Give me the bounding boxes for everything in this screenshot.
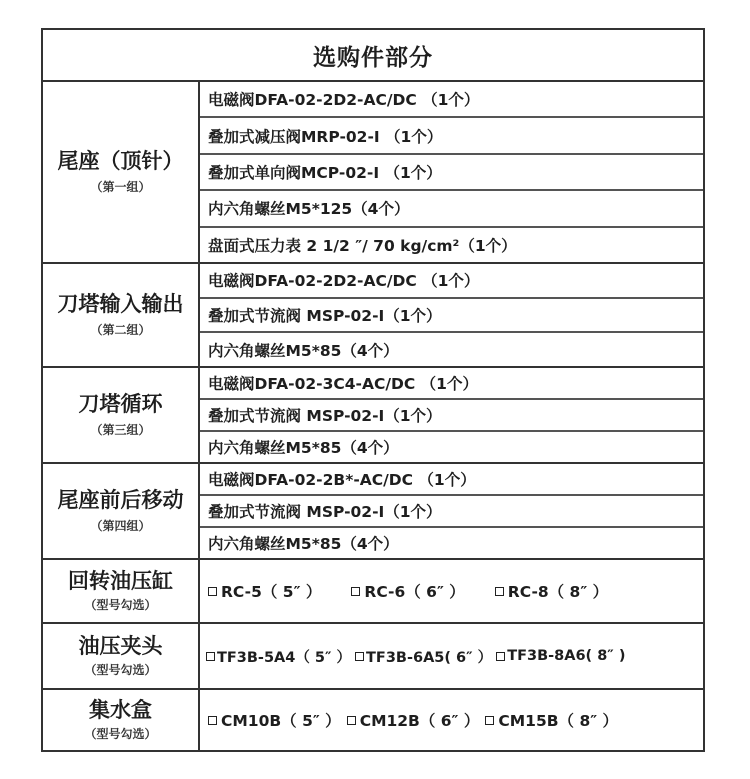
group-label-cell [43, 82, 200, 262]
option-sublabel: （型号勾选） [84, 726, 157, 741]
choice-rc-5[interactable] [208, 580, 321, 602]
group-items [200, 464, 703, 558]
checkbox-icon[interactable] [496, 652, 505, 661]
item-row: 叠加式节流阀 MSP-02-I（1个） [200, 299, 703, 334]
option-choices [200, 690, 703, 750]
item-row: 电磁阀DFA-02-2B*-AC/DC （1个） [200, 464, 703, 496]
group-sublabel: （第四组） [90, 519, 151, 534]
choice-rc-8[interactable] [495, 580, 608, 602]
group-items [200, 264, 703, 366]
table-title: 选购件部分 [43, 30, 703, 82]
option-water-box [43, 690, 703, 750]
choice-label: RC-6（ 6″ ） [364, 583, 465, 601]
choice-cm10b[interactable] [208, 709, 341, 731]
choice-cm12b[interactable] [347, 709, 480, 731]
choice-label: RC-8（ 8″ ） [507, 583, 609, 601]
item-row: 内六角螺丝M5*85（4个） [208, 535, 399, 553]
choice-label: TF3B-6A5( 6″ ） [366, 649, 493, 666]
group-turret-io [43, 264, 703, 368]
choice-label: CM10B（ 5″ ） [221, 712, 341, 730]
option-label-cell [43, 560, 200, 622]
item-row: 叠加式节流阀 MSP-02-I（1个） [200, 400, 703, 432]
accessories-table [41, 28, 705, 752]
choice-tf3b-6a5[interactable] [355, 646, 492, 667]
choice-tf3b-5a4[interactable] [206, 646, 351, 667]
item-row: 电磁阀DFA-02-3C4-AC/DC （1个） [200, 368, 703, 400]
group-label: 刀塔循环 [78, 391, 163, 416]
group-turret-cycle [43, 368, 703, 464]
item-row: 叠加式减压阀MRP-02-I （1个） [200, 118, 703, 154]
option-label: 油压夹头 [78, 634, 163, 659]
group-tailstock [43, 82, 703, 264]
checkbox-icon[interactable] [208, 587, 217, 596]
item-row: 电磁阀DFA-02-2D2-AC/DC （1个） [200, 264, 703, 299]
option-choices [200, 624, 703, 688]
group-items [200, 368, 703, 462]
group-tailstock-move [43, 464, 703, 560]
choice-cm15b[interactable] [485, 709, 618, 731]
checkbox-icon[interactable] [206, 652, 215, 661]
option-sublabel: （型号勾选） [84, 597, 157, 612]
group-sublabel: （第三组） [90, 423, 151, 438]
item-row: 叠加式节流阀 MSP-02-I（1个） [200, 496, 703, 528]
choice-label: TF3B-5A4（ 5″ ） [217, 649, 352, 666]
item-row: 电磁阀DFA-02-2D2-AC/DC （1个） [200, 82, 703, 118]
group-sublabel: （第二组） [90, 323, 151, 338]
group-label: 尾座前后移动 [57, 487, 184, 512]
choice-label: CM12B（ 6″ ） [359, 712, 480, 730]
choice-rc-6[interactable] [351, 580, 464, 602]
group-label-cell [43, 264, 200, 366]
group-sublabel: （第一组） [90, 180, 151, 195]
group-label-cell [43, 368, 200, 462]
checkbox-icon[interactable] [355, 652, 364, 661]
choice-label: RC-5（ 5″ ） [221, 583, 322, 601]
option-label: 集水盒 [89, 698, 152, 723]
item-row: 叠加式单向阀MCP-02-I （1个） [200, 155, 703, 191]
option-rotary-cylinder [43, 560, 703, 624]
item-row: 内六角螺丝M5*85（4个） [208, 341, 399, 360]
option-sublabel: （型号勾选） [84, 662, 157, 677]
item-row: 盘面式压力表 2 1/2 ″/ 70 kg/cm²（1个） [208, 236, 517, 255]
option-label: 回转油压缸 [68, 569, 173, 594]
checkbox-icon[interactable] [208, 716, 217, 725]
group-label-cell [43, 464, 200, 558]
option-hydraulic-chuck [43, 624, 703, 690]
checkbox-icon[interactable] [495, 587, 504, 596]
option-label-cell [43, 624, 200, 688]
group-label: 刀塔输入输出 [57, 291, 184, 316]
option-label-cell [43, 690, 200, 750]
item-row: 内六角螺丝M5*85（4个） [208, 439, 399, 457]
option-choices [200, 560, 703, 622]
choice-tf3b-8a6[interactable] [496, 648, 625, 664]
checkbox-icon[interactable] [351, 587, 360, 596]
choice-label: CM15B（ 8″ ） [498, 712, 619, 730]
group-label: 尾座（顶针） [57, 148, 184, 173]
choice-label: TF3B-8A6( 8″ ) [507, 648, 626, 664]
checkbox-icon[interactable] [485, 716, 494, 725]
item-row: 内六角螺丝M5*125（4个） [200, 191, 703, 227]
group-items [200, 82, 703, 262]
checkbox-icon[interactable] [347, 716, 356, 725]
